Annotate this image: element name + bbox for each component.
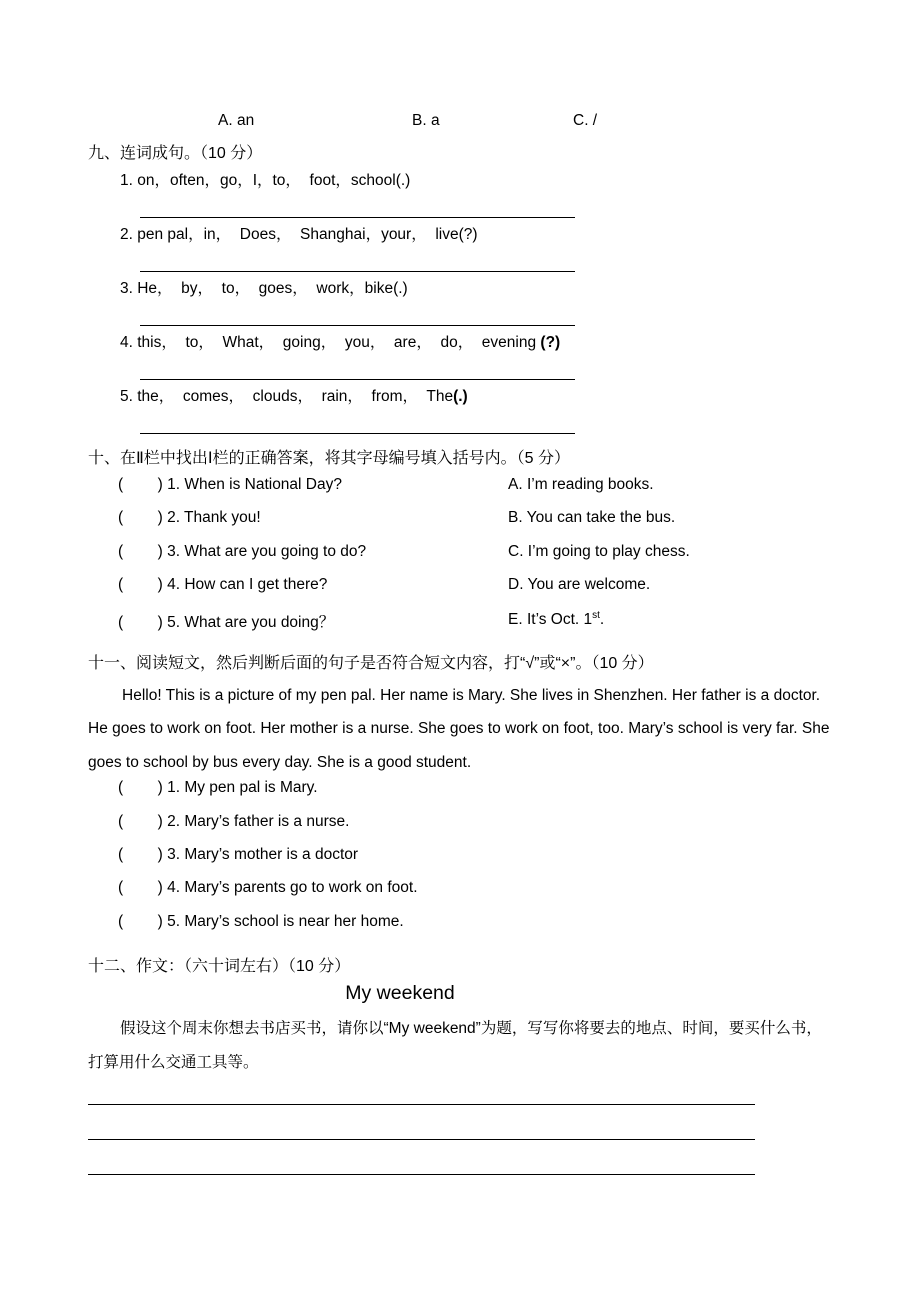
rearrange-item-2 [88, 222, 832, 250]
match-answer [508, 610, 604, 629]
item-tail: (.) [453, 388, 468, 405]
answer-bracket[interactable]: ( ) [118, 476, 168, 493]
match-answer: D. You are welcome. [508, 576, 651, 594]
tf-text: 2. Mary’s father is a nurse. [167, 812, 350, 830]
answer-bracket[interactable]: ( ) [118, 879, 168, 897]
tf-item-1 [88, 779, 832, 812]
tf-text: 5. Mary’s school is near her home. [167, 912, 404, 930]
answer-bracket[interactable]: ( ) [118, 779, 168, 797]
item-text: 4. this， to， What， going， you， are， do， evening [120, 334, 541, 351]
tf-item-4 [88, 879, 832, 912]
match-answer: A. I’m reading books. [508, 476, 654, 493]
item-text: 5. the， comes， clouds， rain， from， The [120, 388, 454, 405]
question-text: 4. How can I get there? [167, 576, 328, 594]
section-12-title: 十二、作文：（六十词左右）（10 分） [88, 958, 351, 976]
tf-text: 1. My pen pal is Mary. [167, 779, 318, 797]
reading-passage: Hello! This is a picture of my pen pal. Her name is Mary. She lives in Shenzhen. Her father is a doctor. He goes to work on foot. Her mother is a nurse. She goes to work on foot, too. Mary’s school is very far. She goes to school by bus every day. She is a good student. [88, 686, 830, 771]
match-question [118, 576, 508, 594]
item-text: 3. He， by， to， goes， work，bike [120, 280, 394, 297]
option-c[interactable]: C. / [573, 112, 598, 129]
match-row-3 [88, 543, 832, 576]
answer-bracket[interactable]: ( ) [118, 576, 168, 594]
match-question [118, 509, 508, 527]
rearrange-item-5 [88, 384, 832, 412]
mc-options-row [88, 112, 832, 140]
answer-text: E. It’s Oct. 1 [508, 610, 593, 628]
match-row-4 [88, 576, 832, 609]
match-question [118, 543, 508, 561]
rearrange-item-4 [88, 330, 832, 358]
essay-blank-line-2[interactable] [88, 1114, 755, 1140]
item-text: 2. pen pal，in， Does， Shanghai，your， live [120, 226, 459, 243]
answer-bracket[interactable]: ( ) [118, 912, 168, 930]
essay-blank-line-3[interactable] [88, 1149, 755, 1175]
essay-blank-line-1[interactable] [88, 1079, 755, 1105]
ordinal-suffix: st [592, 609, 600, 621]
tf-item-3 [88, 846, 832, 879]
section-11-title: 十一、阅读短文，然后判断后面的句子是否符合短文内容，打“√”或“×”。（10 分） [88, 654, 654, 672]
match-answer: C. I’m going to play chess. [508, 542, 690, 560]
match-row-2 [88, 509, 832, 542]
tf-item-5 [88, 913, 832, 946]
item-tail: (?) [458, 226, 478, 243]
question-text: 2. Thank you! [167, 509, 261, 527]
item-tail: (?) [540, 334, 561, 351]
option-b[interactable]: B. a [412, 112, 440, 129]
option-a[interactable]: A. an [218, 112, 255, 129]
answer-blank-line-3[interactable] [140, 304, 575, 326]
tf-item-2 [88, 813, 832, 846]
answer-bracket[interactable]: ( ) [118, 509, 168, 527]
item-text: 1. on，often，go，I，to， foot，school [120, 172, 396, 189]
section-9-title: 九、连词成句。（10 分） [88, 145, 263, 162]
answer-blank-line-2[interactable] [140, 250, 575, 272]
answer-bracket[interactable]: ( ) [118, 845, 168, 863]
tf-text: 4. Mary’s parents go to work on foot. [167, 879, 418, 897]
match-row-5 [88, 610, 832, 643]
tf-text: 3. Mary’s mother is a doctor [167, 845, 359, 863]
answer-blank-line-4[interactable] [140, 358, 575, 380]
essay-prompt: 假设这个周末你想去书店买书，请你以“My weekend”为题，写写你将要去的地点、时间，要买什么书，打算用什么交通工具等。 [88, 1020, 822, 1071]
rearrange-item-1 [88, 168, 832, 196]
match-answer: B. You can take the bus. [508, 509, 676, 527]
item-tail: (.) [395, 172, 411, 189]
match-question [118, 476, 508, 494]
answer-text: . [599, 610, 605, 628]
answer-bracket[interactable]: ( ) [118, 542, 168, 560]
answer-blank-line-5[interactable] [140, 412, 575, 434]
question-text: 5. What are you doing？ [167, 613, 335, 631]
answer-blank-line-1[interactable] [140, 196, 575, 218]
essay-title: My weekend [345, 982, 455, 1005]
item-tail: (.) [393, 280, 408, 297]
question-text: 3. What are you going to do? [167, 542, 367, 560]
match-question [118, 610, 508, 632]
question-text: 1. When is National Day? [167, 476, 342, 493]
match-row-1 [88, 476, 832, 509]
matching-block [88, 476, 832, 643]
answer-bracket[interactable]: ( ) [118, 613, 168, 631]
answer-bracket[interactable]: ( ) [118, 812, 168, 830]
rearrange-item-3 [88, 276, 832, 304]
section-10-title: 十、在Ⅱ栏中找出Ⅰ栏的正确答案，将其字母编号填入括号内。（5 分） [88, 450, 570, 467]
